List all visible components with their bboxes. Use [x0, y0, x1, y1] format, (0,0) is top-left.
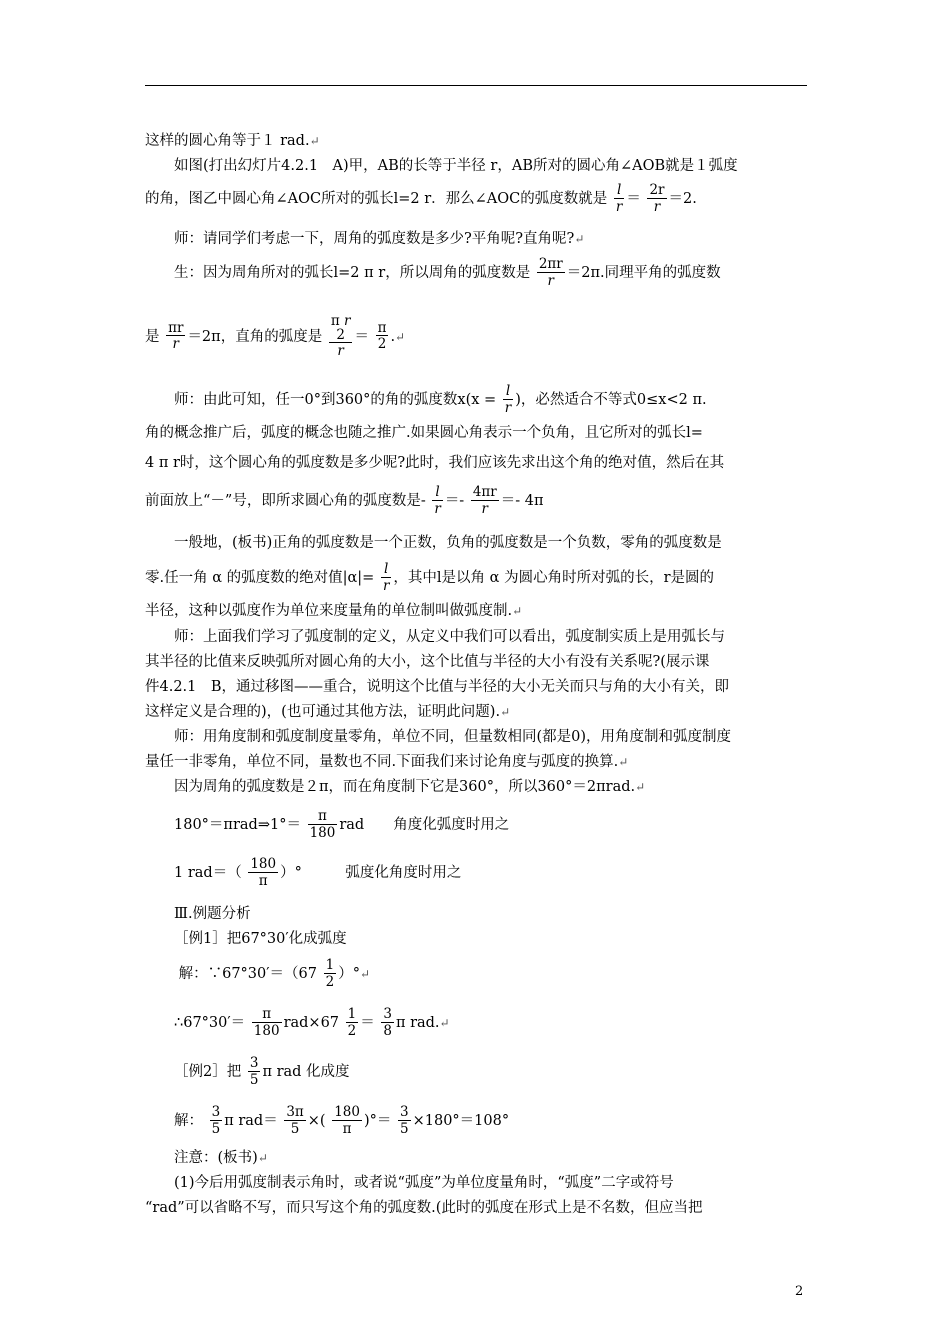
text-line: 180°＝πrad⇒1°＝ $\frac{\pi}{180}$ rad 角度化弧度时用之 — [174, 808, 510, 841]
text-line: 解： $\frac{3}{5}$ π rad＝ $\frac{3\pi}{5}$ ×( $\frac{180}{\pi}$ )°＝ $\frac{3}{5}$ ×180°＝108° — [174, 1104, 510, 1137]
text-line: 因为周角的弧度数是２π，而在角度制下它是360°，所以360°＝2πrad.↵ — [174, 779, 646, 795]
text-line: 解：∵67°30′＝（67 $\frac{1}{2}$ ）°↵ — [178, 957, 371, 990]
text-line: 角的概念推广后，弧度的概念也随之推广.如果圆心角表示一个负角，且它所对的弧长l= — [145, 425, 703, 441]
section-heading: Ⅲ.例题分析 — [174, 906, 251, 922]
text-line: 师：由此可知，任一0°到360°的角的弧度数x(x = $\frac{l}{r}$ )，必然适合不等式0≤x<2 π. — [174, 383, 707, 416]
text-line: 师：请同学们考虑一下，周角的弧度数是多少?平角呢?直角呢?↵ — [174, 231, 585, 247]
text-line: 1 rad＝（ $\frac{180}{\pi}$ ）° 弧度化角度时用之 — [174, 856, 462, 889]
text-line: “rad”可以省略不写，而只写这个角的弧度数.(此时的弧度在形式上是不名数，但应当把 — [145, 1200, 703, 1216]
text-line: 如图(打出幻灯片4.2.1 A)甲，AB的长等于半径 r，AB所对的圆心角∠AOB就是１弧度 — [174, 158, 738, 174]
text-line: 前面放上“－”号，即所求圆心角的弧度数是- $\frac{l}{r}$ ＝- $\frac{4\pi r}{r}$ ＝- 4π — [145, 484, 544, 517]
text-line: 4 π r时，这个圆心角的弧度数是多少呢?此时，我们应该先求出这个角的绝对值，然后在其 — [145, 455, 725, 471]
text-line: 一般地，(板书)正角的弧度数是一个正数，负角的弧度数是一个负数，零角的弧度数是 — [174, 535, 722, 551]
text-line: 是 $\frac{\pi r}{r}$ ＝2π，直角的弧度是 π r 2 r ＝ $\frac{\pi}{2}$ .↵ — [145, 313, 406, 359]
text-line: 的角，图乙中圆心角∠AOC所对的弧长l=2 r．那么∠AOC的弧度数就是 $\frac{l}{r}$ ＝ $\frac{2r}{r}$ ＝2. — [145, 182, 697, 215]
example-title: ［例2］把 $\frac{3}{5}$ π rad 化成度 — [174, 1055, 350, 1088]
text-line: 这样的圆心角等于１ rad.↵ — [145, 133, 320, 149]
page-number: 2 — [795, 1284, 804, 1299]
text-line: 生：因为周角所对的弧长l=2 π r，所以周角的弧度数是 $\frac{2\pi r}{r}$ ＝2π.同理平角的弧度数 — [174, 256, 721, 289]
text-line: 半径，这种以弧度作为单位来度量角的单位制叫做弧度制.↵ — [145, 603, 523, 619]
text-line: 量任一非零角，单位不同，量数也不同.下面我们来讨论角度与弧度的换算.↵ — [145, 754, 629, 770]
text-line: 师：上面我们学习了弧度制的定义，从定义中我们可以看出，弧度制实质上是用弧长与 — [174, 629, 725, 645]
text-line: ∴67°30′＝ $\frac{\pi}{180}$ rad×67 $\frac{1}{2}$ ＝ $\frac{3}{8}$ π rad.↵ — [174, 1006, 450, 1039]
text-line: 这样定义是合理的)，(也可通过其他方法，证明此问题).↵ — [145, 704, 511, 720]
text-line: 师：用角度制和弧度制度量零角，单位不同，但量数相同(都是0)，用角度制和弧度制度 — [174, 729, 732, 745]
text-line: 件4.2.1 B，通过移图——重合，说明这个比值与半径的大小无关而只与角的大小有关，即 — [145, 679, 730, 695]
text-line: 其半径的比值来反映弧所对圆心角的大小，这个比值与半径的大小有没有关系呢?(展示课 — [145, 654, 710, 670]
text-line: 零.任一角 α 的弧度数的绝对值|α|= $\frac{l}{r}$ ，其中l是以角 α 为圆心角时所对弧的长，r是圆的 — [145, 561, 714, 594]
header-rule — [145, 85, 807, 86]
text-line: 注意：(板书)↵ — [174, 1150, 268, 1166]
example-title: ［例1］把67°30′化成弧度 — [174, 931, 347, 947]
text-line: (1)今后用弧度制表示角时，或者说“弧度”为单位度量角时，“弧度”二字或符号 — [174, 1175, 674, 1191]
